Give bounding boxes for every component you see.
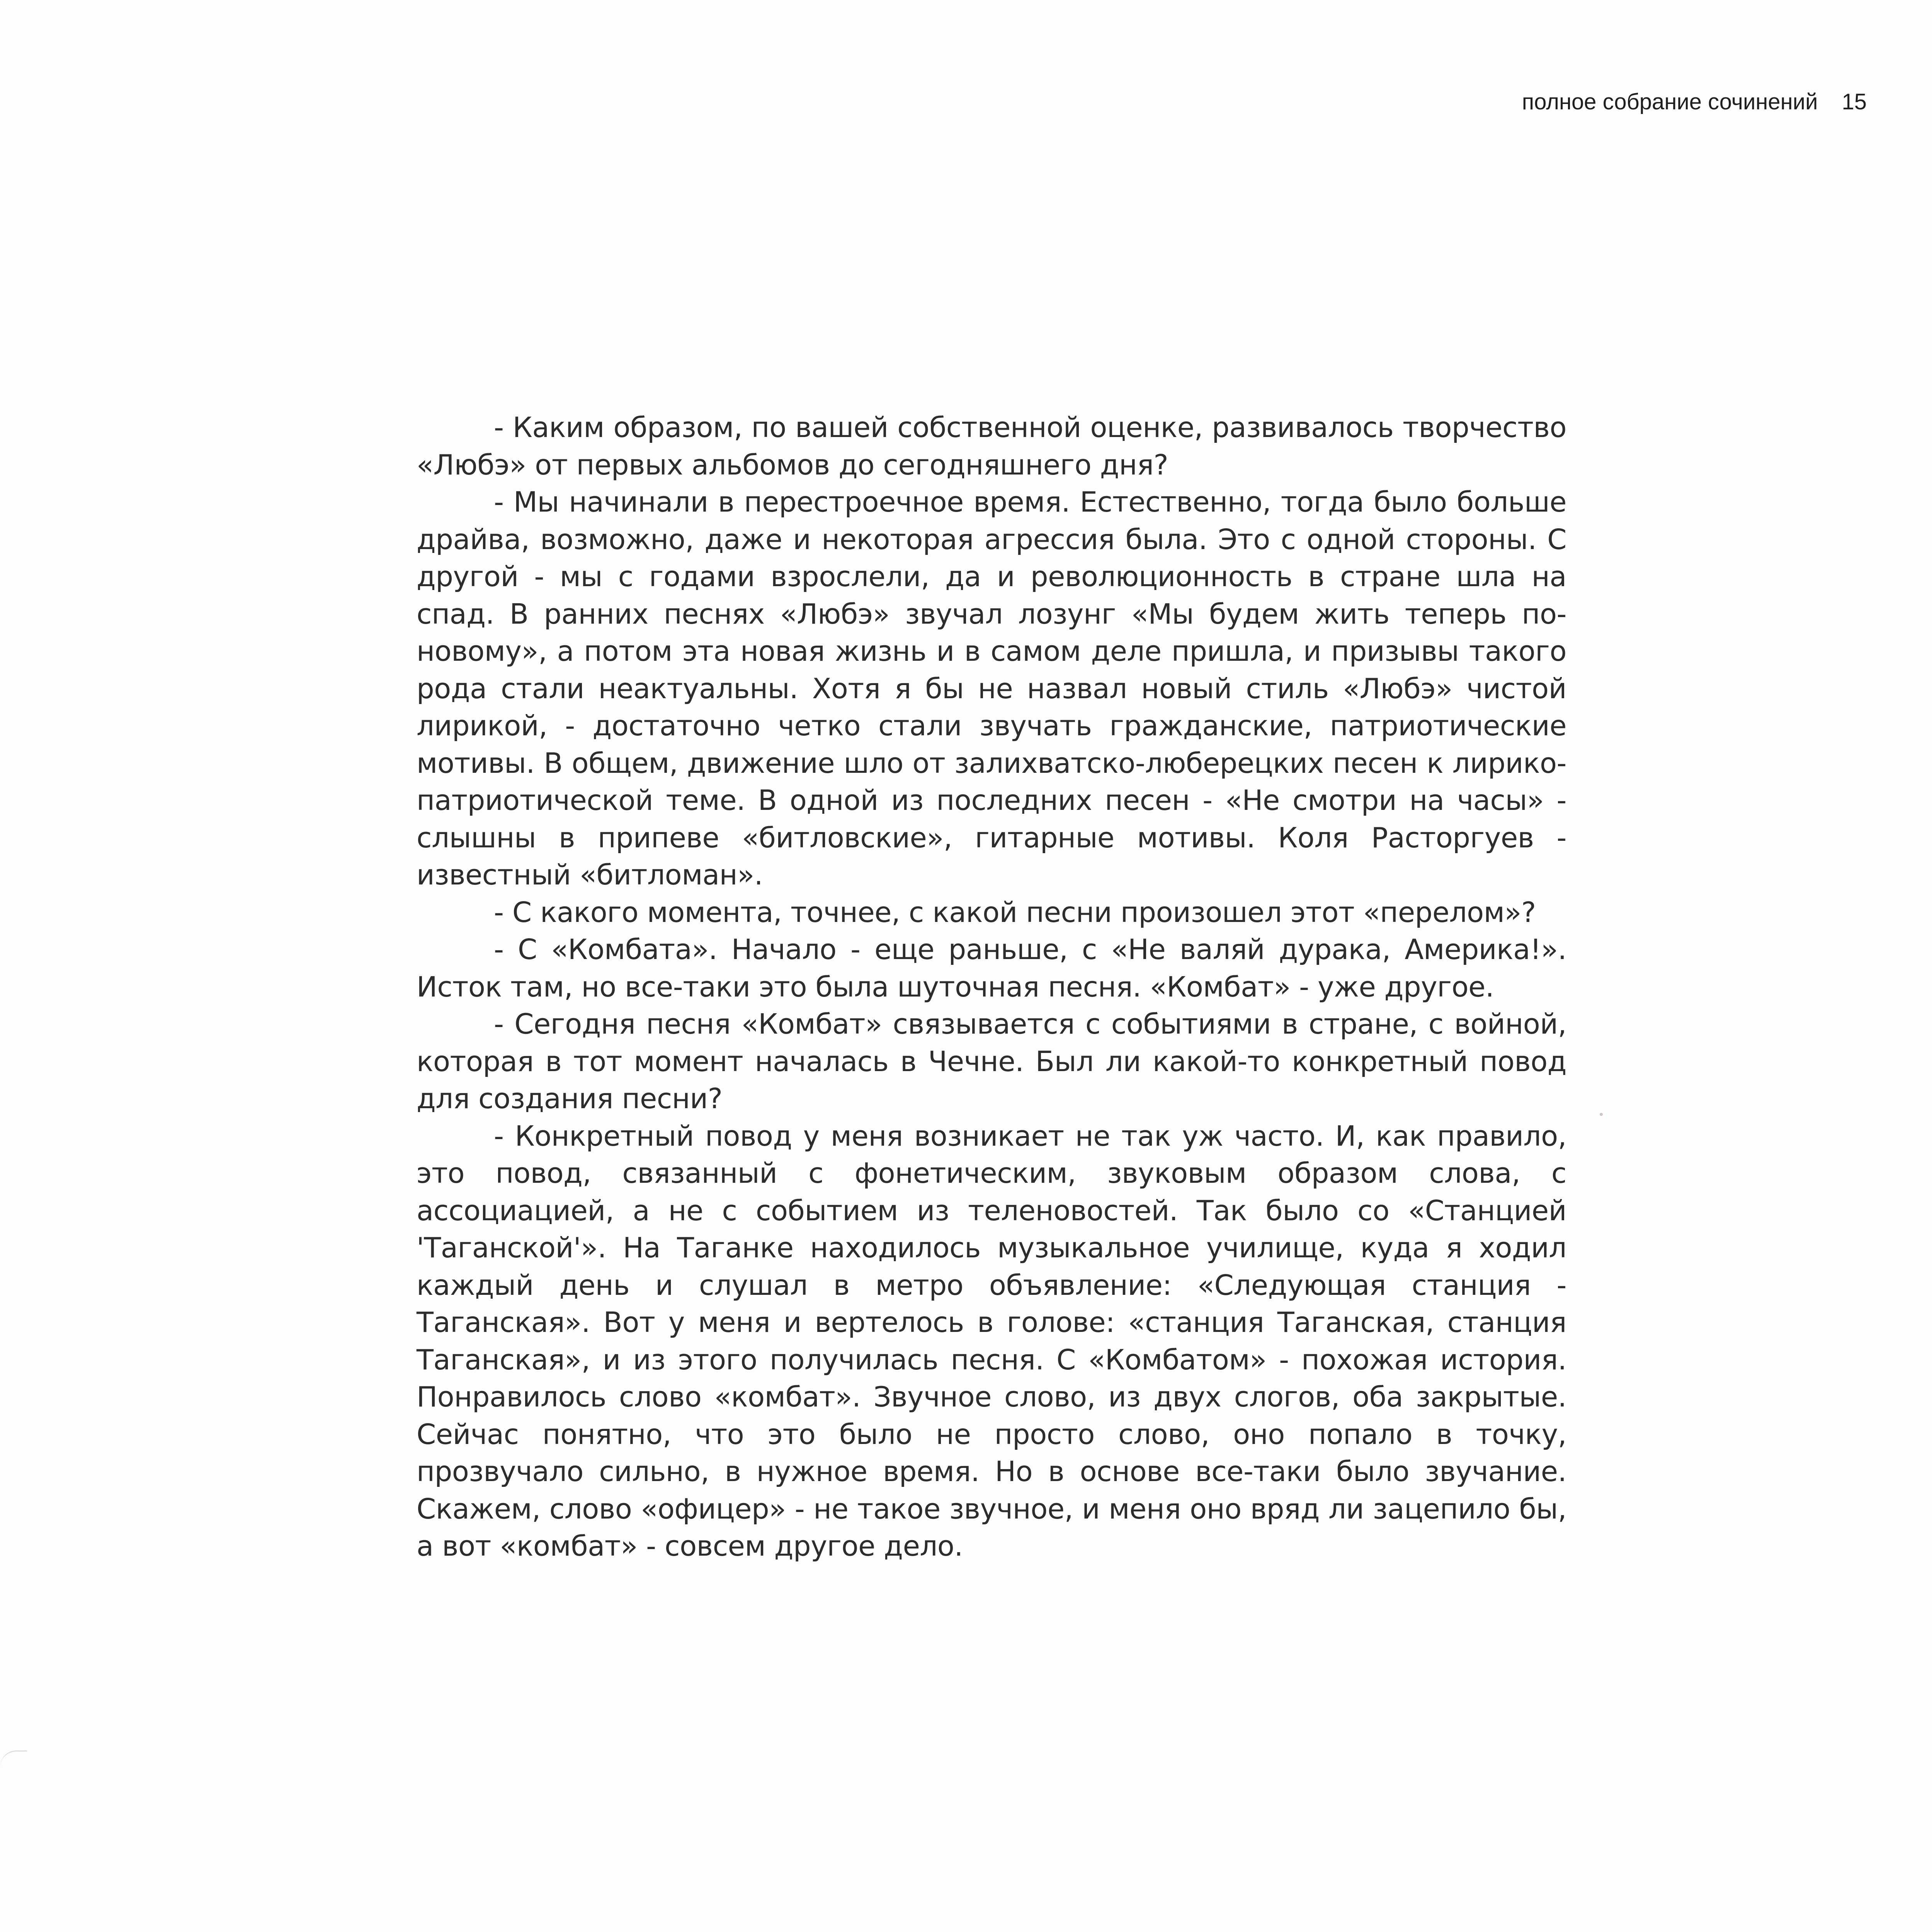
book-title: полное собрание сочинений: [1522, 89, 1818, 114]
question-paragraph: - Сегодня песня «Комбат» связывается с событиями в стране, с войной, которая в тот момент началась в Чечне. Был ли какой-то конкретный повод для создания песни?: [417, 1008, 1566, 1115]
answer-paragraph: - Мы начинали в перестроечное время. Естественно, тогда было больше драйва, возможно, даже и некоторая агрессия была. Это с одной стороны. С другой - мы с годами взрослели, да и революционность в стране шла на спад. В ранних песнях «Любэ» звучал лозунг «Мы будем жить теперь по-новому», а потом эта новая жизнь и в самом деле пришла, и призывы такого рода стали неактуальны. Хотя я бы не назвал новый стиль «Любэ» чистой лирикой, - достаточно четко стали звучать гражданские, патриотические мотивы. В общем, движение шло от залихватско-люберецких песен к лирико-патриотической теме. В одной из последних песен - «Не смотри на часы» - слышны в припеве «битловские», гитарные мотивы. Коля Расторгуев - известный «битломан».: [417, 486, 1566, 891]
running-header: [1522, 89, 1867, 115]
question-paragraph: - Каким образом, по вашей собственной оценке, развивалось творчество «Любэ» от первых альбомов до сегодняшнего дня?: [417, 411, 1566, 481]
answer-paragraph: - С «Комбата». Начало - еще раньше, с «Не валяй дурака, Америка!». Исток там, но все-таки это была шуточная песня. «Комбат» - уже другое.: [417, 933, 1566, 1003]
scan-speck: [1600, 1113, 1603, 1116]
answer-paragraph: - Конкретный повод у меня возникает не так уж часто. И, как правило, это повод, связанный с фонетическим, звуковым образом слова, с ассоциацией, а не с событием из теленовостей. Так было со «Станцией 'Таганской'». На Таганке находилось музыкальное училище, куда я ходил каждый день и слушал в метро объявление: «Следующая станция - Таганская». Вот у меня и вертелось в голове: «станция Таганская, станция Таганская», и из этого получилась песня. С «Комбатом» - похожая история. Понравилось слово «комбат». Звучное слово, из двух слогов, оба закрытые. Сейчас понятно, что это было не просто слово, оно попало в точку, прозвучало сильно, в нужное время. Но в основе все-таки было звучание. Скажем, слово «офицер» - не такое звучное, и меня оно вряд ли зацепило бы, а вот «комбат» - совсем другое дело.: [417, 1119, 1566, 1562]
page-number: 15: [1842, 89, 1867, 114]
interview-text: [417, 409, 1566, 1565]
question-paragraph: - С какого момента, точнее, с какой песни произошел этот «перелом»?: [494, 896, 1536, 929]
scan-edge-mark: [0, 1750, 27, 1767]
